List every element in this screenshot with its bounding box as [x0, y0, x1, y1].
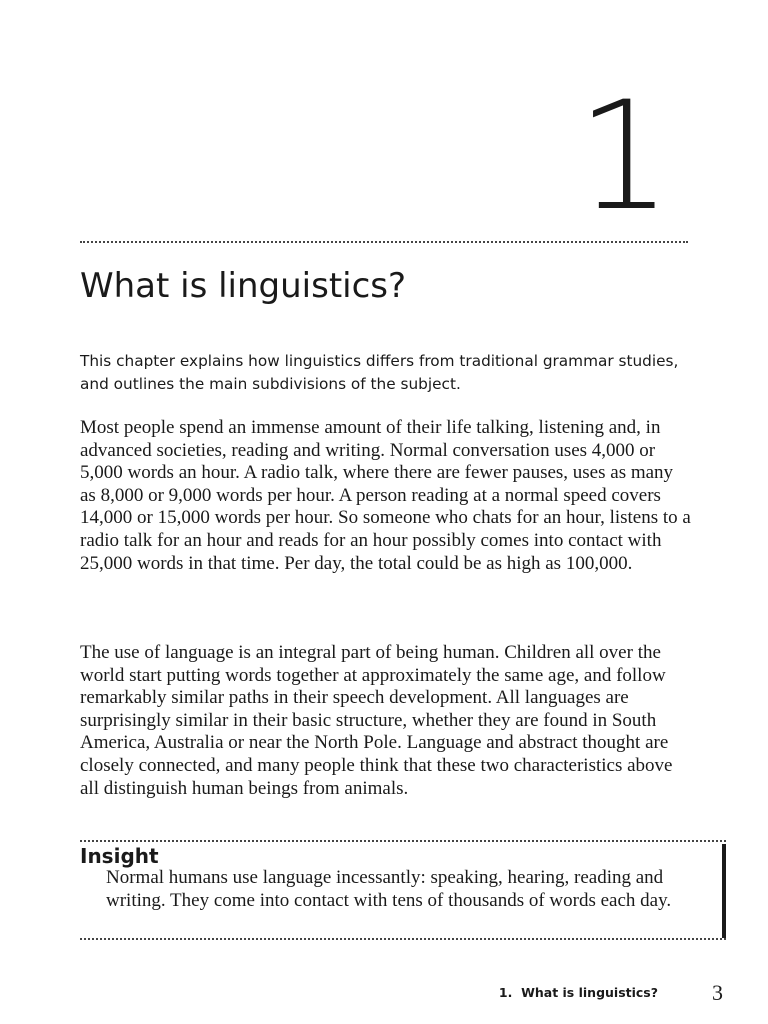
insight-heading: Insight [80, 844, 159, 868]
insight-box [80, 840, 726, 940]
chapter-title: What is linguistics? [80, 266, 407, 306]
insight-text: Normal humans use language incessantly: speaking, hearing, reading and writing. They come into contact with tens of thousands of words each day. [106, 867, 672, 911]
page-number: 3 [712, 980, 723, 1005]
insight-top-divider [80, 840, 726, 842]
chapter-divider [80, 241, 688, 243]
body-paragraph: The use of language is an integral part of being human. Children all over the world start putting words together at approximately the same age, and follow remarkably similar paths in their speech development. All languages are surprisingly similar in their basic structure, whether they are found in South America, Australia or near the North Pole. Language and abstract thought are closely connected, and many people think that these two characteristics above all distinguish human beings from animals. [80, 642, 673, 799]
body-paragraph: Most people spend an immense amount of their life talking, listening and, in advanced societies, reading and writing. Normal conversation uses 4,000 or 5,000 words an hour. A radio talk, where there are fewer pauses, uses as many as 8,000 or 9,000 words per hour. A person reading at a normal speed covers 14,000 or 15,000 words per hour. So someone who chats for an hour, listens to a radio talk for an hour and reads for an hour possibly comes into contact with 25,000 words in that time. Per day, the total could be as high as 100,000. [80, 417, 691, 574]
insight-bottom-divider [80, 938, 726, 940]
running-footer-chapter: 1. What is linguistics? [498, 985, 658, 1000]
chapter-summary: This chapter explains how linguistics differs from traditional grammar studies, and outlines the main subdivisions of the subject. [80, 352, 679, 393]
chapter-number: 1 [576, 70, 668, 244]
insight-side-bar [722, 844, 726, 938]
